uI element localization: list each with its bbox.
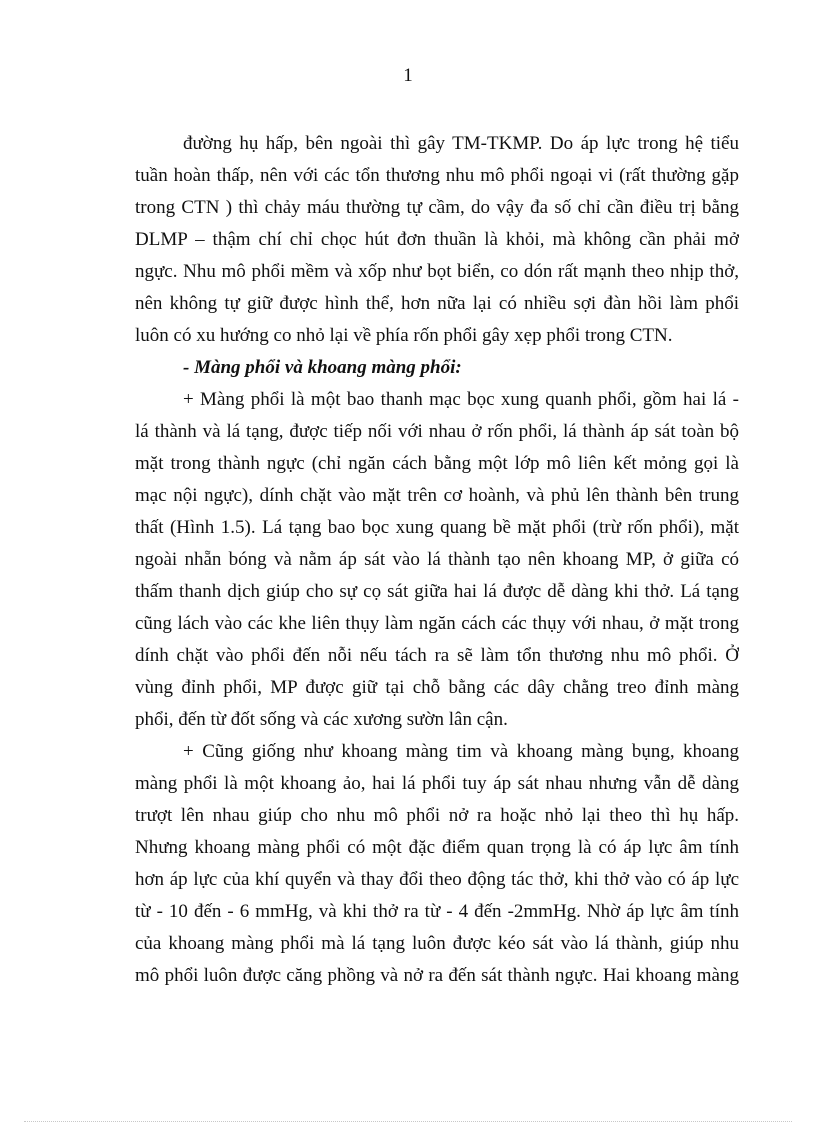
text-line: DLMP – thậm chí chỉ chọc hút đơn thuần là khỏi, mà không cần phải mở [135, 229, 739, 250]
text-line: từ - 10 đến - 6 mmHg, và khi thở ra từ - 4 đến -2mmHg. Nhờ áp lực âm tính [135, 901, 739, 922]
text-line: ngoài nhẵn bóng và nằm áp sát vào lá thành tạo nên khoang MP, ở giữa có [135, 549, 739, 570]
text-line: + Cũng giống như khoang màng tim và khoang màng bụng, khoang [183, 741, 739, 762]
section-heading: - Màng phổi và khoang màng phổi: [183, 357, 462, 378]
text-line: tuần hoàn thấp, nên với các tổn thương nhu mô phổi ngoại vi (rất thường gặp [135, 165, 739, 186]
text-line: mô phổi luôn được căng phồng và nở ra đến sát thành ngực. Hai khoang màng [135, 965, 739, 986]
text-line: trong CTN ) thì chảy máu thường tự cầm, do vậy đa số chỉ cần điều trị bằng [135, 197, 739, 218]
text-line: hơn áp lực của khí quyển và thay đổi theo động tác thở, khi thở vào có áp lực [135, 869, 739, 890]
text-line: ngực. Nhu mô phổi mềm và xốp như bọt biển, co dón rất mạnh theo nhịp thở, [135, 261, 739, 282]
text-line: mặt trong thành ngực (chỉ ngăn cách bằng một lớp mô liên kết mỏng gọi là [135, 453, 739, 474]
text-line: dính chặt vào phổi đến nỗi nếu tách ra sẽ làm tổn thương nhu mô phổi. Ở [135, 645, 739, 666]
text-line: nên không tự giữ được hình thể, hơn nữa lại có nhiều sợi đàn hồi làm phổi [135, 293, 739, 314]
text-line: mạc nội ngực), dính chặt vào mặt trên cơ hoành, và phủ lên thành bên trung [135, 485, 739, 506]
text-line: đường hụ hấp, bên ngoài thì gây TM-TKMP. Do áp lực trong hệ tiểu [183, 133, 739, 154]
text-line: Nhưng khoang màng phổi có một đặc điểm quan trọng là có áp lực âm tính [135, 837, 739, 858]
text-line: vùng đỉnh phổi, MP được giữ tại chỗ bằng các dây chằng treo đỉnh màng [135, 677, 739, 698]
text-line: phổi, đến từ đốt sống và các xương sườn lân cận. [135, 709, 508, 730]
text-line: trượt lên nhau giúp cho nhu mô phổi nở ra hoặc nhỏ lại theo thì hụ hấp. [135, 805, 739, 826]
text-line: + Màng phổi là một bao thanh mạc bọc xung quanh phổi, gồm hai lá - [183, 389, 739, 410]
page-number: 1 [403, 65, 413, 86]
text-line: lá thành và lá tạng, được tiếp nối với nhau ở rốn phổi, lá thành áp sát toàn bộ [135, 421, 739, 442]
text-line: thấm thanh dịch giúp cho sự cọ sát giữa hai lá được dễ dàng khi thở. Lá tạng [135, 581, 739, 602]
page-bottom-border [24, 1121, 792, 1122]
text-line: màng phổi là một khoang ảo, hai lá phổi tuy áp sát nhau nhưng vẫn dễ dàng [135, 773, 739, 794]
text-line: cũng lách vào các khe liên thụy làm ngăn cách các thụy với nhau, ở mặt trong [135, 613, 739, 634]
text-line: thất (Hình 1.5). Lá tạng bao bọc xung quang bề mặt phổi (trừ rốn phổi), mặt [135, 517, 739, 538]
text-line: luôn có xu hướng co nhỏ lại về phía rốn phổi gây xẹp phổi trong CTN. [135, 325, 673, 346]
text-line: của khoang màng phổi mà lá tạng luôn được kéo sát vào lá thành, giúp nhu [135, 933, 739, 954]
